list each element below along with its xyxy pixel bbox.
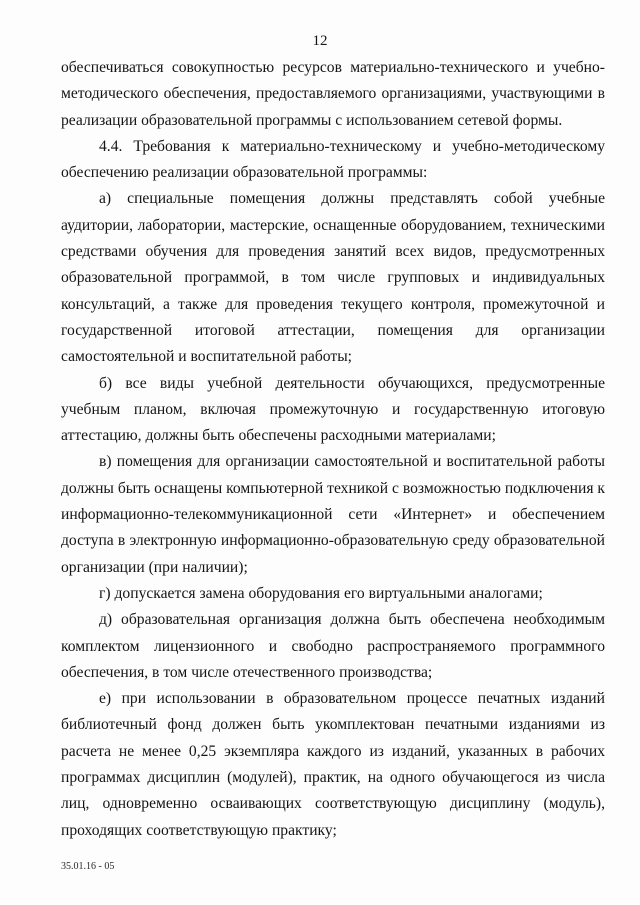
footer-document-code: 35.01.16 - 05 (61, 861, 115, 872)
paragraph-section-4-4: 4.4. Требования к материально-техническому и учебно-методическому обеспечению реализации образовательной программы: (61, 137, 605, 182)
paragraph-item-a: а) специальные помещения должны представлять собой учебные аудитории, лаборатории, мастерские, оснащенные оборудованием, техническими средствами обучения для проведения занятий всех видов, предусмотренных образовательной программой, в том числе групповых и индивидуальных консультаций, а также для проведения текущего контроля, промежуточной и государственной итоговой аттестации, помещения для организации самостоятельной и воспитательной работы; (61, 190, 605, 366)
paragraph-item-d: д) образовательная организация должна быть обеспечена необходимым комплектом лицензионного и свободно распространяемого программного обеспечения, в том числе отечественного производства; (61, 611, 605, 681)
paragraph-item-v: в) помещения для организации самостоятельной и воспитательной работы должны быть оснащены компьютерной техникой с возможностью подключения к информационно-телекоммуникационной сети «Интернет» и обеспечением доступа в электронную информационно-образовательную среду образовательной организации (при наличии); (61, 453, 605, 576)
paragraph-item-g: г) допускается замена оборудования его виртуальными аналогами; (99, 584, 543, 602)
document-body (61, 55, 605, 844)
page-number: 12 (312, 33, 328, 49)
paragraph-item-b: б) все виды учебной деятельности обучающихся, предусмотренные учебным планом, включая промежуточную и государственную итоговую аттестацию, должны быть обеспечены расходными материалами; (61, 374, 605, 445)
paragraph-item-e: е) при использовании в образовательном процессе печатных изданий библиотечный фонд должен быть укомплектован печатными изданиями из расчета не менее 0,25 экземпляра каждого из изданий, указанных в рабочих программах дисциплин (модулей), практик, на одного обучающегося из числа лиц, одновременно осваивающих соответствующую дисциплину (модуль), проходящих соответствующую практику; (61, 690, 605, 839)
paragraph-continuation: обеспечиваться совокупностью ресурсов материально-технического и учебно-методического обеспечения, предоставляемого организациями, участвующими в реализации образовательной программы с использованием сетевой формы. (61, 59, 605, 129)
